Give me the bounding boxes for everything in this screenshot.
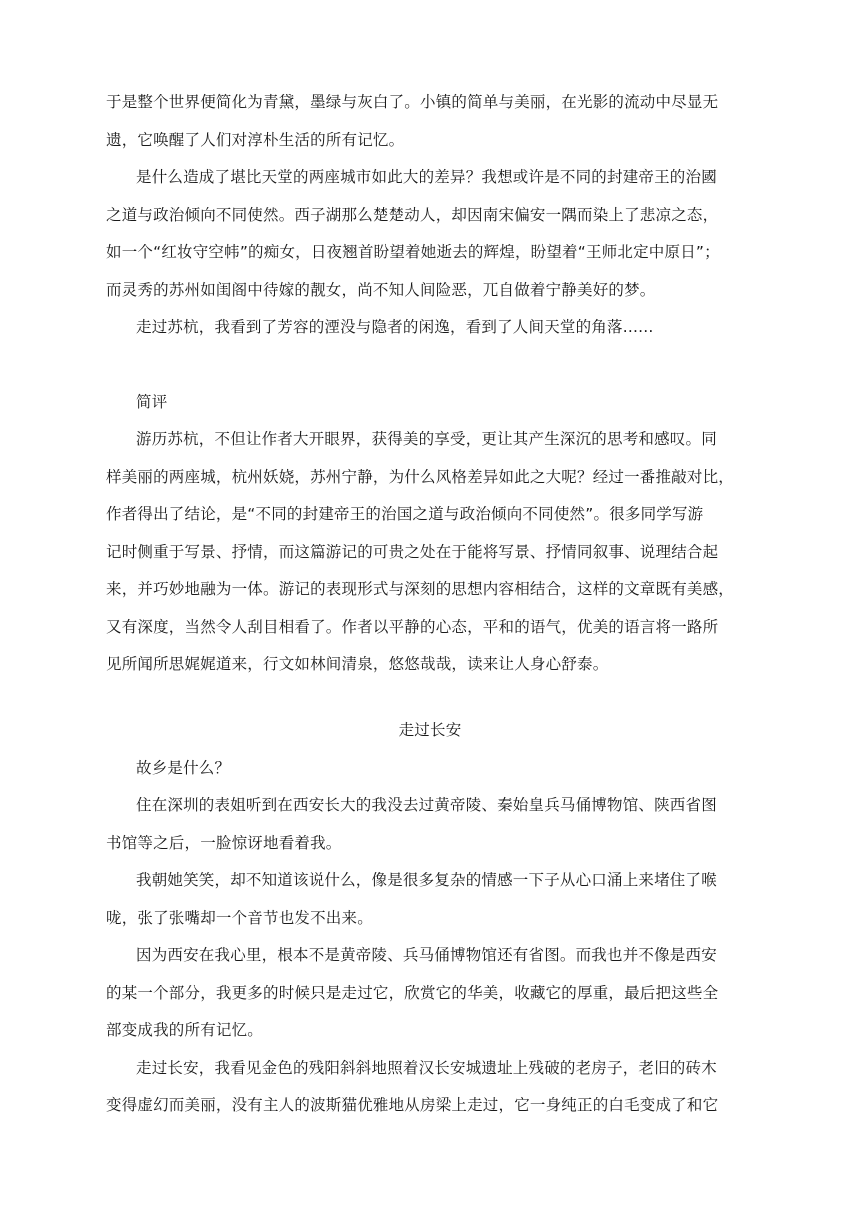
paragraph-line: 变得虚幻而美丽，没有主人的波斯猫优雅地从房梁上走过，它一身纯正的白毛变成了和它 <box>106 1096 719 1114</box>
paragraph-line: 样美丽的两座城，杭州妖娆，苏州宁静，为什么风格差异如此之大呢？经过一番推敲对比， <box>106 468 735 486</box>
paragraph-line: 走过苏杭，我看到了芳容的湮没与隐者的闲逸，看到了人间天堂的角落...... <box>136 318 654 336</box>
paragraph-line: 遗，它唤醒了人们对淳朴生活的所有记忆。 <box>106 131 405 149</box>
paragraph-line: 作者得出了结论，是“不同的封建帝王的治国之道与政治倾向不同使然”。很多同学写游 <box>106 505 704 523</box>
paragraph-line: 来，并巧妙地融为一体。游记的表现形式与深刻的思想内容相结合，这样的文章既有美感， <box>106 580 735 598</box>
paragraph-line: 游历苏杭，不但让作者大开眼界，获得美的享受，更让其产生深沉的思考和感叹。同 <box>136 430 717 448</box>
paragraph-line: 的某一个部分，我更多的时候只是走过它，欣赏它的华美，收藏它的厚重，最后把这些全 <box>106 984 719 1002</box>
paragraph-line: 部变成我的所有记忆。 <box>106 1021 264 1039</box>
paragraph-line: 而灵秀的苏州如闺阁中待嫁的靓女，尚不知人间险恶，兀自做着宁静美好的梦。 <box>106 281 656 299</box>
paragraph-line: 住在深圳的表姐听到在西安长大的我没去过黄帝陵、秦始皇兵马俑博物馆、陕西省图 <box>136 796 717 814</box>
article-title: 走过长安 <box>398 721 462 739</box>
paragraph-line: 走过长安，我看见金色的残阳斜斜地照着汉长安城遗址上残破的老房子，老旧的砖木 <box>136 1059 717 1077</box>
paragraph-line: 如一个“红妆守空帏”的痴女，日夜翘首盼望着她逝去的辉煌，盼望着“王师北定中原日”； <box>106 243 720 261</box>
paragraph-line: 故乡是什么？ <box>136 759 231 777</box>
paragraph-line: 又有深度，当然令人刮目相看了。作者以平静的心态，平和的语气，优美的语言将一路所 <box>106 618 719 636</box>
paragraph-line: 咙，张了张嘴却一个音节也发不出来。 <box>106 909 373 927</box>
paragraph-line: 之道与政治倾向不同使然。西子湖那么楚楚动人，却因南宋偏安一隅而染上了悲凉之态， <box>106 206 719 224</box>
paragraph-line: 见所闻所思娓娓道来，行文如林间清泉，悠悠哉哉，读来让人身心舒泰。 <box>106 655 609 673</box>
paragraph-line: 因为西安在我心里，根本不是黄帝陵、兵马俑博物馆还有省图。而我也并不像是西安 <box>136 946 717 964</box>
paragraph-line: 我朝她笑笑，却不知道该说什么，像是很多复杂的情感一下子从心口涌上来堵住了喉 <box>136 871 717 889</box>
paragraph-line: 是什么造成了堪比天堂的两座城市如此大的差异？我想或许是不同的封建帝王的治國 <box>136 168 717 186</box>
paragraph-line: 记时侧重于写景、抒情，而这篇游记的可贵之处在于能将写景、抒情同叙事、说理结合起 <box>106 543 719 561</box>
paragraph-line: 书馆等之后，一脸惊讶地看着我。 <box>106 834 342 852</box>
section-heading-review: 简评 <box>136 393 168 411</box>
paragraph-line: 于是整个世界便简化为青黛，墨绿与灰白了。小镇的简单与美丽，在光影的流动中尽显无 <box>106 93 719 111</box>
